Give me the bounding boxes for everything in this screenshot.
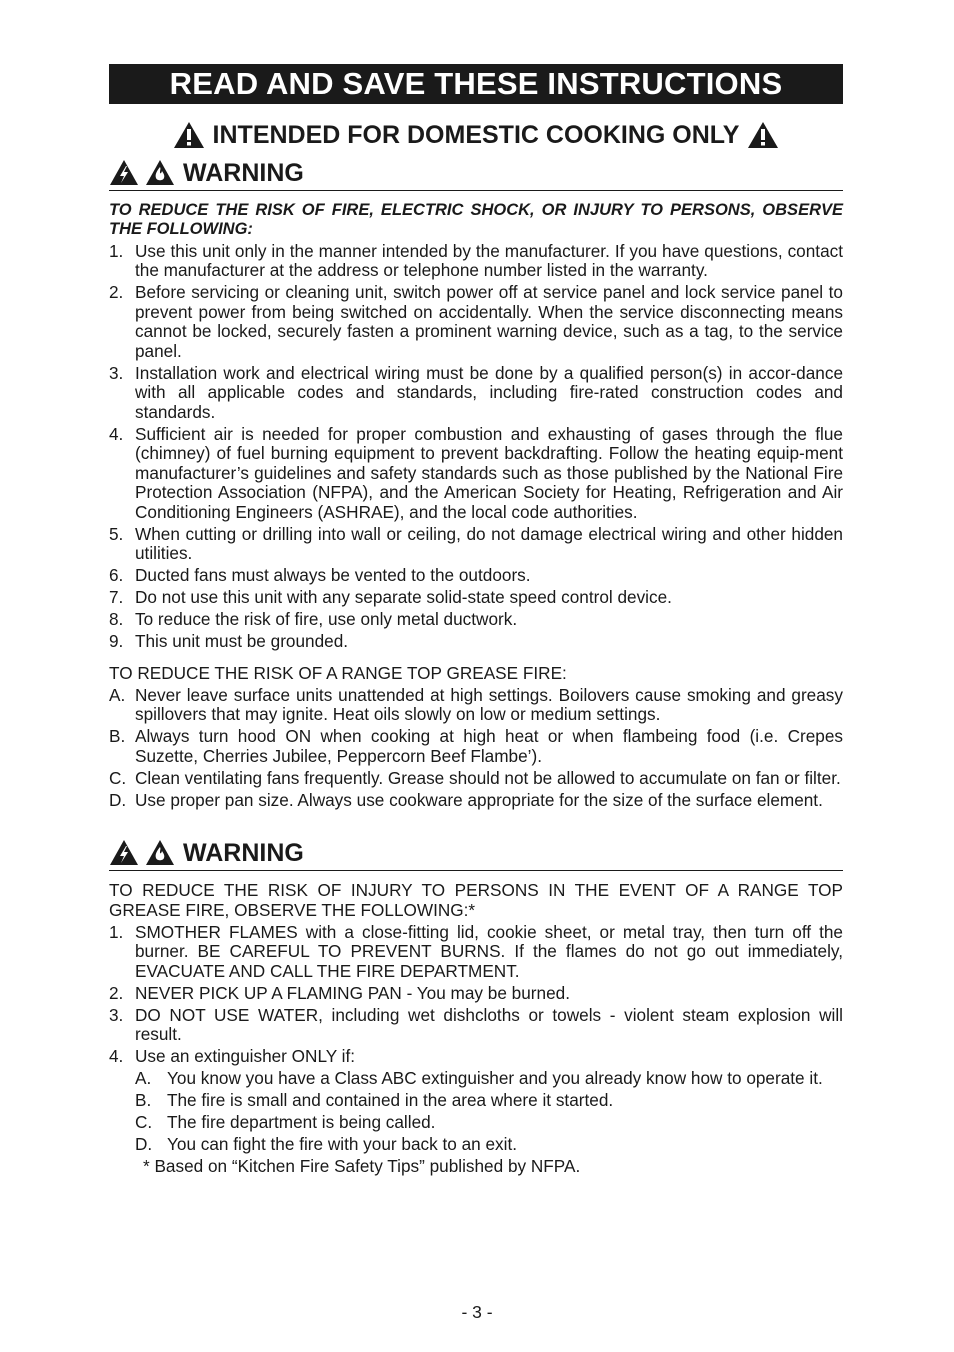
electric-shock-icon [109,159,139,186]
numbered-list [109,923,843,1067]
warning-title: WARNING [183,159,304,187]
list-item: C. Clean ventilating fans frequently. Grease should not be allowed to accumulate on fan or filter. [109,767,841,788]
list-item: 1. Use this unit only in the manner intended by the manufacturer. If you have questions, contact the manufacturer at the address or telephone number listed in the warranty. [109,240,843,280]
warning-title: WARNING [183,839,304,867]
warning-triangle-icon [747,121,779,149]
fire-hazard-icon [145,159,175,186]
list-item: 2. Before servicing or cleaning unit, switch power off at service panel and lock service panel to prevent power from being switched on accidentally. When the service disconnecting means cannot be locked, securely fasten a prominent warning device, such as a tag, to the service panel. [109,282,843,361]
electric-shock-icon [109,839,139,866]
fire-hazard-icon [145,839,175,866]
warning-header [109,154,843,191]
list-item: B. Always turn hood ON when cooking at high heat or when flambeing food (i.e. Crepes Suzette, Cherries Jubilee, Peppercorn Beef Flambe’). [109,726,843,766]
list-item: 3. Installation work and electrical wiring must be done by a qualified person(s) in accor-dance with all applicable codes and standards, including fire-rated construction codes and standards. [109,362,843,422]
list-item: 2. NEVER PICK UP A FLAMING PAN - You may be burned. [109,982,570,1003]
list-item: C. The fire department is being called. [135,1112,436,1132]
page-number: - 3 - [461,1302,493,1322]
warning-section-2 [109,834,843,1177]
list-item: A. Never leave surface units unattended at high settings. Boilovers cause smoking and greasy spillovers that may ignite. Heat oils slowly on low or medium settings. [109,684,843,724]
list-item: 6. Ducted fans must always be vented to the outdoors. [109,565,531,585]
list-item: B. The fire is small and contained in the area where it started. [135,1090,614,1110]
list-item: A. You know you have a Class ABC extinguisher and you already know how to operate it. [135,1068,823,1088]
list-item: D. You can fight the fire with your back to an exit. [135,1134,518,1154]
warning-header [109,834,843,871]
warning-lead: TO REDUCE THE RISK OF INJURY TO PERSONS IN THE EVENT OF A RANGE TOP GREASE FIRE, OBSERVE THE FOLLOWING:* [109,880,843,920]
list-item: 1. SMOTHER FLAMES with a close-fitting lid, cookie sheet, or metal tray, then turn off the burner. BE CAREFUL TO PREVENT BURNS. If the flames do not go out immediately, EVACUATE AND CALL THE FIRE DEPARTMENT. [109,921,843,981]
list-item: 7. Do not use this unit with any separate solid-state speed control device. [109,587,672,607]
instruction-page [109,64,843,1177]
list-item: 3. DO NOT USE WATER, including wet dishcloths or towels - violent steam explosion will result. [109,1004,843,1044]
lettered-list [109,686,843,811]
domestic-notice [109,118,843,152]
numbered-list [109,242,843,652]
list-item: 8. To reduce the risk of fire, use only metal ductwork. [109,609,518,629]
grease-fire-lead: TO REDUCE THE RISK OF A RANGE TOP GREASE FIRE: [109,662,567,683]
sub-list [109,1069,843,1155]
list-item: 4. Sufficient air is needed for proper combustion and exhausting of gases through the flue (chimney) of fuel burning equipment to prevent backdrafting. Follow the heating equip-ment manufacturer’s guidelines and safety standards such as those published by the National Fire Protection Association (NFPA), and the American Society for Heating, Refrigeration and Air Conditioning Engineers (ASHRAE), and the local code authorities. [109,423,843,522]
warning-section-1 [109,154,843,810]
warning-lead: TO REDUCE THE RISK OF FIRE, ELECTRIC SHOCK, OR INJURY TO PERSONS, OBSERVE THE FOLLOWING: [109,201,843,238]
list-item: D. Use proper pan size. Always use cookware appropriate for the size of the surface element. [109,789,823,810]
list-item: 9. This unit must be grounded. [109,631,349,651]
warning-triangle-icon [173,121,205,149]
footnote: * Based on “Kitchen Fire Safety Tips” published by NFPA. [143,1156,581,1176]
page-banner: READ AND SAVE THESE INSTRUCTIONS [109,64,843,104]
list-item: 4. Use an extinguisher ONLY if: [109,1046,356,1066]
domestic-notice-text: INTENDED FOR DOMESTIC COOKING ONLY [212,120,740,149]
list-item: 5. When cutting or drilling into wall or ceiling, do not damage electrical wiring and other hidden utilities. [109,523,843,563]
